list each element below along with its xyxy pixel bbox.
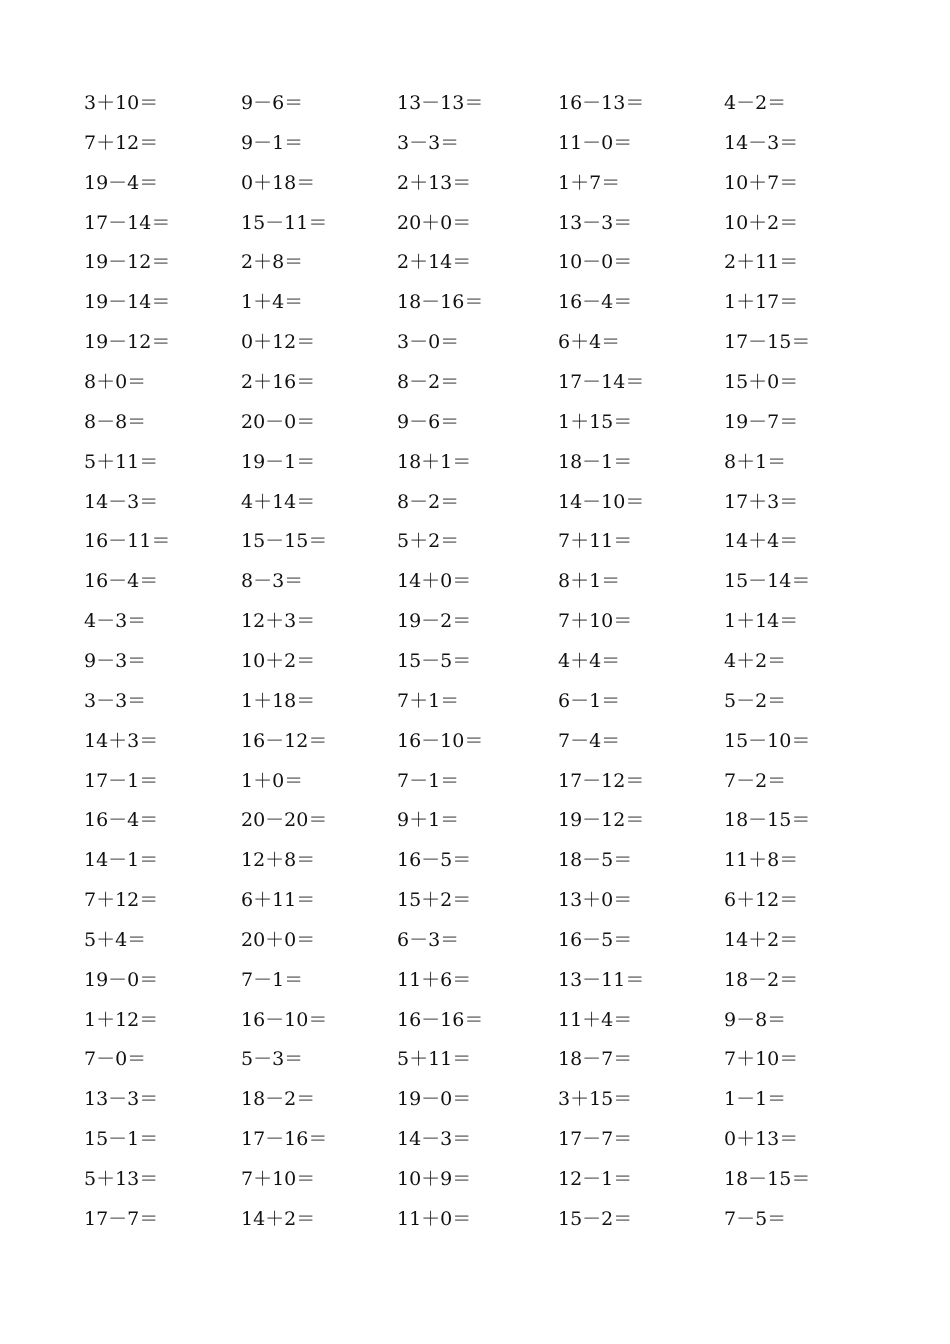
arithmetic-problem: 19－14＝ [84,291,171,314]
arithmetic-problem: 2＋8＝ [241,251,304,274]
arithmetic-problem: 18－15＝ [724,809,811,832]
arithmetic-problem: 18－7＝ [558,1048,633,1071]
arithmetic-problem: 1＋18＝ [241,689,316,712]
arithmetic-problem: 14－3＝ [397,1128,472,1151]
arithmetic-problem: 2＋13＝ [397,171,472,194]
arithmetic-problem: 14＋4＝ [724,530,799,553]
arithmetic-problem: 13－13＝ [397,92,484,114]
arithmetic-problem: 9－3＝ [84,649,147,672]
arithmetic-problem: 7－2＝ [724,769,787,792]
arithmetic-problem: 15＋0＝ [724,370,799,393]
arithmetic-problem: 15－5＝ [397,649,472,672]
arithmetic-problem: 15－1＝ [84,1128,159,1151]
arithmetic-problem: 15＋2＝ [397,889,472,911]
arithmetic-problem: 8－2＝ [397,490,460,513]
arithmetic-problem: 17＋3＝ [724,490,799,513]
arithmetic-problem: 9－6＝ [397,410,460,433]
arithmetic-problem: 19－0＝ [84,968,159,991]
arithmetic-problem: 19－12＝ [84,251,171,274]
arithmetic-problem: 19－12＝ [558,809,645,832]
arithmetic-problem: 0＋12＝ [241,331,316,354]
arithmetic-problem: 16－12＝ [241,729,328,752]
arithmetic-problem: 6－1＝ [558,689,621,712]
arithmetic-problem: 14＋0＝ [397,570,472,593]
arithmetic-problem: 8－2＝ [397,370,460,393]
arithmetic-problem: 18－16＝ [397,291,484,314]
arithmetic-problem: 5－3＝ [241,1048,304,1071]
arithmetic-problem: 8＋1＝ [724,450,787,473]
arithmetic-problem: 7＋1＝ [397,689,460,712]
arithmetic-problem: 19－2＝ [397,610,472,633]
arithmetic-problem: 20－0＝ [241,410,316,433]
arithmetic-problem: 19－0＝ [397,1088,472,1111]
arithmetic-problem: 10－0＝ [558,251,633,274]
arithmetic-problem: 2＋14＝ [397,251,472,274]
arithmetic-problem: 15－11＝ [241,211,328,234]
arithmetic-problem: 7＋10＝ [241,1168,316,1190]
arithmetic-problem: 18－2＝ [241,1088,316,1111]
arithmetic-problem: 18－15＝ [724,1168,811,1190]
arithmetic-problem: 11＋6＝ [397,968,472,991]
arithmetic-problem: 14－3＝ [724,131,799,154]
arithmetic-problem: 11＋8＝ [724,849,799,872]
arithmetic-problem: 8＋1＝ [558,570,621,593]
arithmetic-problem: 16－16＝ [397,1008,484,1031]
arithmetic-problem: 15－2＝ [558,1207,633,1230]
arithmetic-problem: 6＋4＝ [558,331,621,354]
arithmetic-problem: 16－4＝ [84,570,159,593]
arithmetic-problem: 9－8＝ [724,1008,787,1031]
arithmetic-problem: 7－1＝ [397,769,460,792]
arithmetic-problem: 17－12＝ [558,769,645,792]
arithmetic-problem: 14－3＝ [84,490,159,513]
arithmetic-problem: 13－3＝ [84,1088,159,1111]
arithmetic-problem: 13－3＝ [558,211,633,234]
arithmetic-problem: 9－6＝ [241,92,304,114]
arithmetic-problem: 18－2＝ [724,968,799,991]
arithmetic-problem: 2＋11＝ [724,251,799,274]
arithmetic-problem: 16－4＝ [558,291,633,314]
arithmetic-problem: 10＋7＝ [724,171,799,194]
arithmetic-problem: 3－3＝ [397,131,460,154]
arithmetic-problem: 9＋1＝ [397,809,460,832]
arithmetic-problem: 4＋14＝ [241,490,316,513]
arithmetic-problem: 7＋12＝ [84,889,159,911]
arithmetic-problem: 4＋4＝ [558,649,621,672]
arithmetic-problem: 5＋2＝ [397,530,460,553]
arithmetic-problem: 18＋1＝ [397,450,472,473]
arithmetic-problem: 16－5＝ [558,928,633,951]
arithmetic-problem: 15－10＝ [724,729,811,752]
arithmetic-problem: 8－3＝ [241,570,304,593]
arithmetic-problem: 20＋0＝ [241,928,316,951]
arithmetic-problem: 16－11＝ [84,530,171,553]
arithmetic-problem: 1＋15＝ [558,410,633,433]
arithmetic-problem: 7－4＝ [558,729,621,752]
arithmetic-problem: 17－14＝ [84,211,171,234]
arithmetic-problem: 1＋4＝ [241,291,304,314]
arithmetic-problem: 7＋10＝ [724,1048,799,1071]
arithmetic-problem: 13－11＝ [558,968,645,991]
arithmetic-problem: 17－1＝ [84,769,159,792]
arithmetic-problem: 3－0＝ [397,331,460,354]
arithmetic-problem: 14＋2＝ [241,1207,316,1230]
arithmetic-problem: 2＋16＝ [241,370,316,393]
arithmetic-problem: 16－10＝ [397,729,484,752]
arithmetic-problem: 5＋11＝ [84,450,159,473]
arithmetic-problem: 4－2＝ [724,92,787,114]
arithmetic-problem: 17－14＝ [558,370,645,393]
arithmetic-problem: 3－3＝ [84,689,147,712]
arithmetic-problem: 1＋0＝ [241,769,304,792]
arithmetic-problem: 1＋17＝ [724,291,799,314]
arithmetic-problem: 4－3＝ [84,610,147,633]
arithmetic-problem: 13＋0＝ [558,889,633,911]
arithmetic-problem: 17－15＝ [724,331,811,354]
arithmetic-problem: 0＋18＝ [241,171,316,194]
arithmetic-problem: 11－0＝ [558,131,633,154]
arithmetic-problem: 7＋12＝ [84,131,159,154]
arithmetic-problem: 9－1＝ [241,131,304,154]
arithmetic-problem: 3＋15＝ [558,1088,633,1111]
arithmetic-problem: 7＋10＝ [558,610,633,633]
arithmetic-problem: 19－7＝ [724,410,799,433]
arithmetic-problem: 12－1＝ [558,1168,633,1190]
arithmetic-problem: 1＋14＝ [724,610,799,633]
arithmetic-problem: 17－7＝ [84,1207,159,1230]
arithmetic-problem: 10＋2＝ [241,649,316,672]
arithmetic-problem: 8＋0＝ [84,370,147,393]
arithmetic-problem: 3＋10＝ [84,92,159,114]
arithmetic-problem: 17－16＝ [241,1128,328,1151]
arithmetic-problem: 19－4＝ [84,171,159,194]
arithmetic-problem: 7－0＝ [84,1048,147,1071]
arithmetic-problem: 1－1＝ [724,1088,787,1111]
arithmetic-problem: 6－3＝ [397,928,460,951]
arithmetic-problem: 12＋8＝ [241,849,316,872]
arithmetic-problem: 0＋13＝ [724,1128,799,1151]
arithmetic-problem: 12＋3＝ [241,610,316,633]
arithmetic-problem: 7－5＝ [724,1207,787,1230]
arithmetic-problem: 16－13＝ [558,92,645,114]
arithmetic-problem: 14－1＝ [84,849,159,872]
arithmetic-problem: 10＋9＝ [397,1168,472,1190]
arithmetic-problem: 10＋2＝ [724,211,799,234]
arithmetic-problem: 4＋2＝ [724,649,787,672]
arithmetic-problem: 6＋11＝ [241,889,316,911]
arithmetic-problem: 20－20＝ [241,809,328,832]
arithmetic-problem: 11＋0＝ [397,1207,472,1230]
arithmetic-problem: 6＋12＝ [724,889,799,911]
arithmetic-problem: 5＋4＝ [84,928,147,951]
arithmetic-problem: 14－10＝ [558,490,645,513]
arithmetic-problem: 14＋2＝ [724,928,799,951]
arithmetic-problem: 17－7＝ [558,1128,633,1151]
arithmetic-problem: 16－10＝ [241,1008,328,1031]
arithmetic-problem: 8－8＝ [84,410,147,433]
arithmetic-problem: 15－15＝ [241,530,328,553]
arithmetic-problem: 19－1＝ [241,450,316,473]
arithmetic-problem: 19－12＝ [84,331,171,354]
arithmetic-problem: 7＋11＝ [558,530,633,553]
arithmetic-problem: 18－1＝ [558,450,633,473]
arithmetic-problem: 5＋11＝ [397,1048,472,1071]
arithmetic-problem: 7－1＝ [241,968,304,991]
arithmetic-problem: 16－4＝ [84,809,159,832]
arithmetic-problem: 5＋13＝ [84,1168,159,1190]
arithmetic-problem: 20＋0＝ [397,211,472,234]
arithmetic-problem: 18－5＝ [558,849,633,872]
arithmetic-problem: 15－14＝ [724,570,811,593]
arithmetic-problem: 1＋12＝ [84,1008,159,1031]
arithmetic-problem: 16－5＝ [397,849,472,872]
arithmetic-problem: 14＋3＝ [84,729,159,752]
arithmetic-problem: 1＋7＝ [558,171,621,194]
arithmetic-problem: 5－2＝ [724,689,787,712]
arithmetic-problem: 11＋4＝ [558,1008,633,1031]
